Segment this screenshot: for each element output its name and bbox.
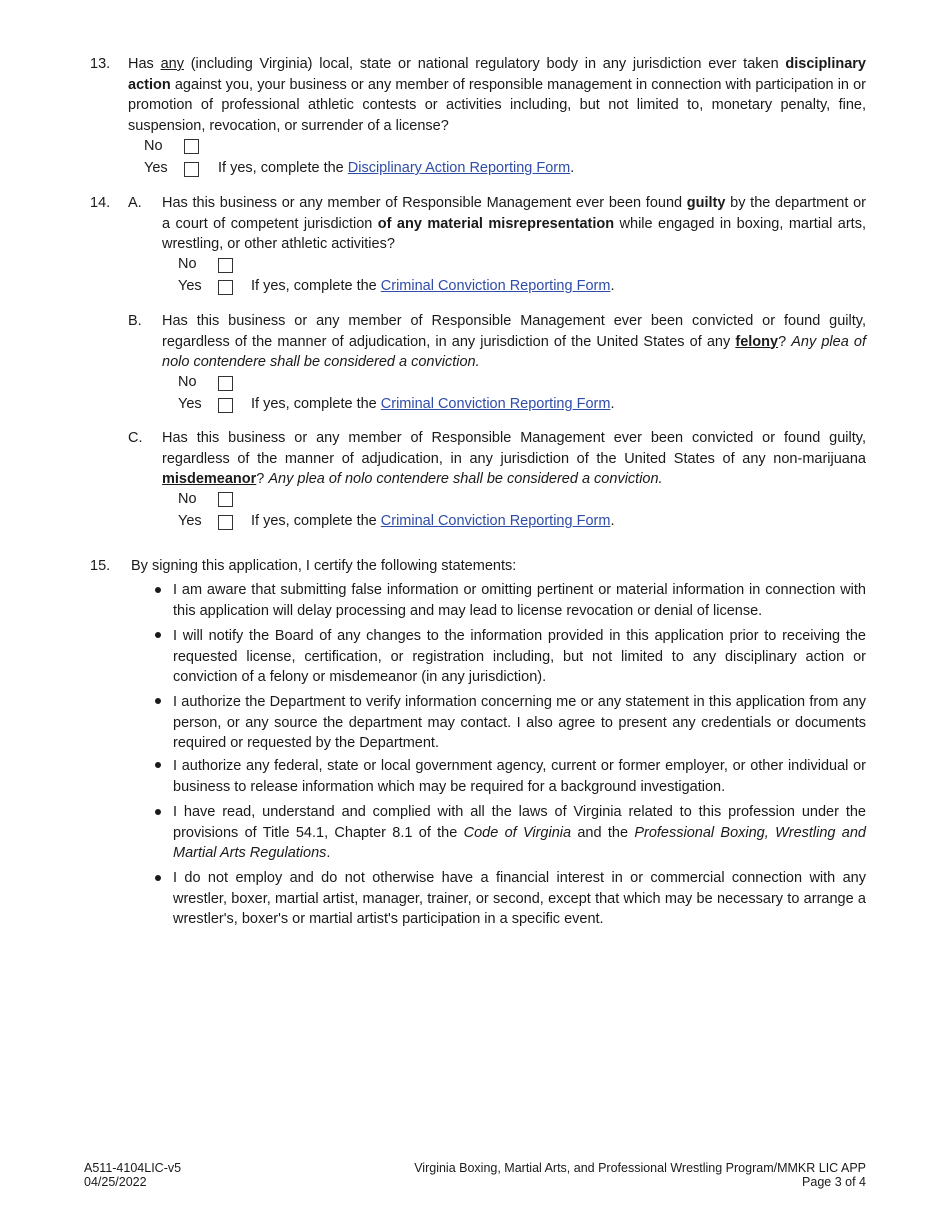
q14b-no-label: No bbox=[178, 374, 197, 390]
q15-statement-1: I am aware that submitting false information or omitting pertinent or material information in connection with this application will delay processing and may lead to license revocation or denial of license. bbox=[173, 582, 866, 619]
q15-statement-2: I will notify the Board of any changes to the information provided in this application prior to receiving the requested license, certification, or registration including, but not limited to any disciplinary action or conviction of a felony or misdemeanor (in any jurisdiction). bbox=[173, 628, 866, 685]
q14a-yes-label: Yes bbox=[178, 278, 202, 294]
q14c-letter: C. bbox=[128, 430, 143, 446]
q15-statement-6: I do not employ and do not otherwise have a financial interest in or commercial connection with any wrestler, boxer, martial artist, manager, trainer, or second, except that which may be necessary to arrange a wrestler's, boxer's or martial artist's participation in a specific event. bbox=[173, 870, 866, 927]
footer-right bbox=[414, 1161, 866, 1189]
q13-number: 13. bbox=[90, 56, 111, 72]
footer-left bbox=[84, 1161, 181, 1189]
q14b-no-checkbox[interactable] bbox=[218, 376, 233, 391]
program-name: Virginia Boxing, Martial Arts, and Professional Wrestling Program/MMKR LIC APP bbox=[414, 1161, 866, 1175]
page-number: Page 3 of 4 bbox=[802, 1175, 866, 1189]
form-date: 04/25/2022 bbox=[84, 1175, 147, 1189]
criminal-conviction-form-link-a[interactable]: Criminal Conviction Reporting Form bbox=[380, 278, 611, 294]
q14b-if-yes: If yes, complete the Criminal Conviction Reporting Form. bbox=[251, 396, 615, 412]
form-id: A511-4104LIC-v5 bbox=[84, 1161, 182, 1175]
q14a-no-checkbox[interactable] bbox=[218, 258, 233, 273]
q13-yes-checkbox[interactable] bbox=[184, 162, 199, 177]
q14b-text: Has this business or any member of Responsible Management ever been convicted or found guilty, regardless of the manner of adjudication, in any jurisdiction of the United States of any felony? Any plea of nolo contendere shall be considered a conviction. bbox=[162, 313, 866, 370]
bullet-icon bbox=[155, 587, 161, 593]
q13-if-yes: If yes, complete the Disciplinary Action Reporting Form. bbox=[218, 160, 575, 176]
bullet-icon bbox=[155, 809, 161, 815]
criminal-conviction-form-link-b[interactable]: Criminal Conviction Reporting Form bbox=[380, 396, 611, 412]
q14b-yes-label: Yes bbox=[178, 396, 202, 412]
q14a-if-yes: If yes, complete the Criminal Conviction Reporting Form. bbox=[251, 278, 615, 294]
q14c-text: Has this business or any member of Responsible Management ever been convicted or found guilty, regardless of the manner of adjudication, in any jurisdiction of the United States of any non-marijuana misdemeanor? Any plea of nolo contendere shall be considered a conviction. bbox=[162, 430, 866, 487]
q13-no-label: No bbox=[144, 138, 163, 154]
criminal-conviction-form-link-c[interactable]: Criminal Conviction Reporting Form bbox=[380, 513, 611, 529]
q15-number: 15. bbox=[90, 558, 111, 574]
q14c-no-label: No bbox=[178, 491, 197, 507]
q14-number: 14. bbox=[90, 195, 111, 211]
q13-text: Has any (including Virginia) local, state or national regulatory body in any jurisdiction ever taken disciplinary action against you, your business or any member of responsible management in connection with participation in or promotion of professional athletic contests or activities including, but not limited to, monetary penalty, fine, suspension, revocation, or surrender of a license? bbox=[128, 56, 866, 134]
disciplinary-action-form-link[interactable]: Disciplinary Action Reporting Form bbox=[347, 160, 571, 176]
q15-intro: By signing this application, I certify the following statements: bbox=[131, 558, 517, 574]
q13-yes-label: Yes bbox=[144, 160, 168, 176]
q15-statement-4: I authorize any federal, state or local government agency, current or former employer, or other individual or business to release information which may be required for a background investigation. bbox=[173, 758, 866, 795]
q14b-letter: B. bbox=[128, 313, 142, 329]
q14a-no-label: No bbox=[178, 256, 197, 272]
q14a-text: Has this business or any member of Responsible Management ever been found guilty by the department or a court of competent jurisdiction of any material misrepresentation while engaged in boxing, martial arts, wrestling, or other athletic activities? bbox=[162, 195, 866, 252]
bullet-icon bbox=[155, 698, 161, 704]
q15-statement-5: I have read, understand and complied with all the laws of Virginia related to this profession under the provisions of Title 54.1, Chapter 8.1 of the Code of Virginia and the Professional Boxing, Wrestling and Martial Arts Regulations. bbox=[173, 804, 866, 861]
q14c-yes-checkbox[interactable] bbox=[218, 515, 233, 530]
q14b-yes-checkbox[interactable] bbox=[218, 398, 233, 413]
bullet-icon bbox=[155, 762, 161, 768]
q14c-if-yes: If yes, complete the Criminal Conviction Reporting Form. bbox=[251, 513, 615, 529]
bullet-icon bbox=[155, 632, 161, 638]
q14c-yes-label: Yes bbox=[178, 513, 202, 529]
q14c-no-checkbox[interactable] bbox=[218, 492, 233, 507]
q14a-yes-checkbox[interactable] bbox=[218, 280, 233, 295]
bullet-icon bbox=[155, 875, 161, 881]
q14a-letter: A. bbox=[128, 195, 142, 211]
q13-no-checkbox[interactable] bbox=[184, 139, 199, 154]
q15-statement-3: I authorize the Department to verify information concerning me or any statement in this application from any person, or any source the department may contact. I also agree to present any credentials or documents required or requested by the Department. bbox=[173, 694, 866, 751]
